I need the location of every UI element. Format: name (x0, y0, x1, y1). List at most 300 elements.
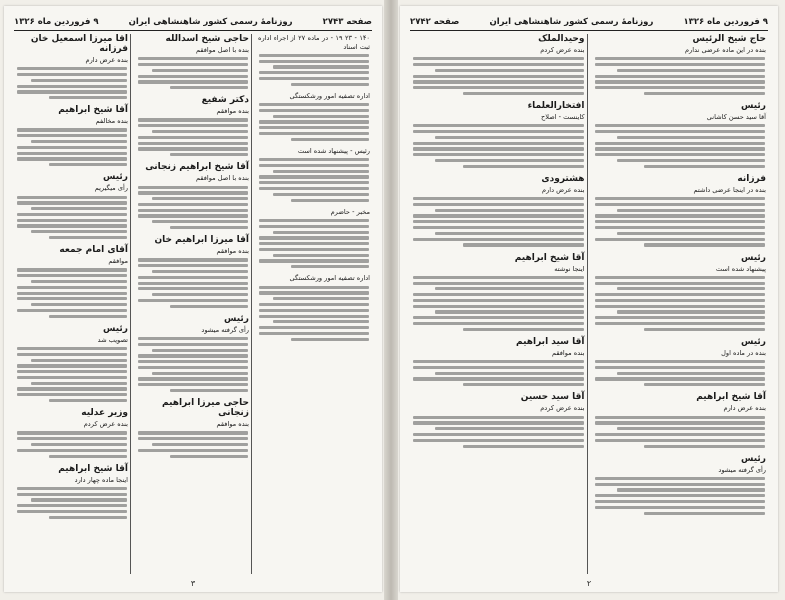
text-line (273, 320, 369, 323)
text-line (413, 75, 584, 78)
text-line (17, 128, 127, 131)
speech-block (258, 208, 370, 269)
text-line (49, 516, 127, 519)
speech-block (16, 172, 128, 239)
speech-text: بنده عرض دارم (723, 404, 766, 413)
text-line (170, 153, 248, 156)
speech-block (412, 34, 585, 95)
speech-block (412, 392, 585, 447)
text-line (259, 286, 369, 289)
speech-text: رأی میگیریم (94, 184, 128, 193)
book-gutter (384, 0, 398, 600)
text-line (17, 90, 127, 93)
text-line (138, 147, 248, 150)
text-line (644, 512, 765, 515)
text-line (463, 92, 584, 95)
text-line (259, 219, 369, 222)
text-line (413, 377, 584, 380)
speaker-name: آقا میرزا ابراهیم خان (154, 235, 249, 246)
text-line (259, 309, 369, 312)
speaker-name: رئیس (741, 453, 766, 464)
text-line (17, 286, 127, 289)
text-line (17, 449, 127, 452)
text-line (595, 439, 766, 442)
text-line (259, 164, 369, 167)
text-line (595, 322, 766, 325)
text-line (595, 360, 766, 363)
speech-block (137, 34, 249, 89)
speech-block (594, 454, 767, 515)
speech-block (594, 392, 767, 447)
text-line (49, 455, 127, 458)
text-line (435, 310, 583, 313)
speech-text: بنده موافقم (552, 348, 585, 357)
speaker-name: دکتر شفیع (201, 95, 249, 106)
text-line (138, 142, 248, 145)
speech-block (412, 101, 585, 168)
text-line (595, 433, 766, 436)
speech-block (16, 34, 128, 99)
speech-text: بنده در اینجا عرضی داشتم (693, 185, 766, 194)
text-line (259, 181, 369, 184)
text-line (617, 310, 765, 313)
speaker-name: رئیس (103, 172, 128, 183)
speech-block (16, 105, 128, 166)
text-line (617, 209, 765, 212)
header-page-number: صفحه ۲۷۴۲ (410, 17, 460, 27)
text-line (595, 282, 766, 285)
text-line (259, 303, 369, 306)
speaker-name: هشترودی (541, 173, 585, 184)
text-line (595, 305, 766, 308)
speech-block (258, 147, 370, 202)
text-line (259, 248, 369, 251)
text-line (152, 130, 248, 133)
speech-block (594, 34, 767, 95)
text-line (31, 207, 127, 210)
text-line (413, 316, 584, 319)
speaker-name: رئیس (741, 101, 766, 112)
text-line (435, 427, 583, 430)
text-line (595, 299, 766, 302)
text-line (413, 130, 584, 133)
text-line (595, 197, 766, 200)
text-line (17, 67, 127, 70)
text-line (617, 159, 765, 162)
text-line (617, 69, 765, 72)
text-line (595, 153, 766, 156)
text-line (138, 80, 248, 83)
right-page (400, 6, 778, 592)
text-line (413, 360, 584, 363)
text-line (31, 230, 127, 233)
text-line (31, 303, 127, 306)
speech-block (412, 174, 585, 247)
text-line (170, 389, 248, 392)
text-line (31, 79, 127, 82)
text-line (435, 232, 583, 235)
text-line (463, 165, 584, 168)
speaker-name: افتخارالعلماء (527, 101, 585, 112)
text-line (31, 498, 127, 501)
text-line (259, 77, 369, 80)
text-line (138, 377, 248, 380)
text-line (259, 187, 369, 190)
speech-text: ۱۴۰ - ۲۳ ۱۹ - در ماده ۲۷ از اجراء اداره ثبت اسناد (258, 34, 370, 51)
text-line (413, 153, 584, 156)
speech-block (258, 274, 370, 340)
text-line (17, 364, 127, 367)
text-line (273, 193, 369, 196)
text-line (273, 254, 369, 257)
text-line (152, 293, 248, 296)
text-line (435, 69, 583, 72)
text-line (170, 455, 248, 458)
speech-block (137, 95, 249, 156)
text-line (17, 152, 127, 155)
text-line (138, 191, 248, 194)
speech-text: مخبر - حاضرم (330, 207, 370, 216)
text-line (49, 96, 127, 99)
text-line (31, 382, 127, 385)
speech-block (16, 408, 128, 458)
right-col-1 (592, 34, 769, 574)
left-page (4, 6, 382, 592)
speech-block (137, 235, 249, 308)
text-line (31, 280, 127, 283)
text-line (49, 399, 127, 402)
speaker-name: آقا شیخ ابراهیم (58, 105, 128, 116)
text-line (617, 136, 765, 139)
speaker-name: رئیس (741, 252, 766, 263)
text-line (138, 209, 248, 212)
text-line (138, 383, 248, 386)
text-line (17, 393, 127, 396)
text-line (17, 268, 127, 271)
text-line (413, 299, 584, 302)
text-line (17, 219, 127, 222)
speaker-name: آقا سید حسین (520, 392, 585, 403)
text-line (463, 383, 584, 386)
text-line (138, 186, 248, 189)
speech-block (594, 101, 767, 168)
text-line (17, 504, 127, 507)
text-line (259, 132, 369, 135)
speech-block (16, 245, 128, 318)
text-line (17, 370, 127, 373)
text-line (413, 226, 584, 229)
text-line (644, 328, 765, 331)
text-line (138, 449, 248, 452)
text-line (413, 124, 584, 127)
speech-block (137, 314, 249, 392)
text-line (152, 69, 248, 72)
text-line (170, 86, 248, 89)
left-page-columns (14, 34, 372, 574)
text-line (259, 175, 369, 178)
text-line (138, 124, 248, 127)
text-line (138, 75, 248, 78)
speech-block (594, 337, 767, 387)
speech-text: اینجا نوشته (554, 264, 585, 273)
text-line (463, 328, 584, 331)
text-line (259, 71, 369, 74)
text-line (413, 63, 584, 66)
text-line (17, 157, 127, 160)
text-line (17, 487, 127, 490)
text-line (595, 75, 766, 78)
text-line (152, 270, 248, 273)
text-line (152, 197, 248, 200)
text-line (595, 57, 766, 60)
page-footer-number: ۳ (190, 579, 196, 588)
speech-block (16, 324, 128, 402)
text-line (617, 488, 765, 491)
text-line (413, 220, 584, 223)
text-line (463, 445, 584, 448)
header-date: ۹ فروردین ماه ۱۳۲۶ (14, 17, 99, 27)
text-line (170, 226, 248, 229)
right-col-2 (410, 34, 588, 574)
text-line (595, 500, 766, 503)
text-line (17, 292, 127, 295)
text-line (138, 264, 248, 267)
speaker-name: وحیدالملک (538, 34, 585, 44)
text-line (413, 282, 584, 285)
speech-block (412, 337, 585, 387)
speech-text: بنده با اصل موافقم (196, 46, 249, 54)
text-line (259, 291, 369, 294)
text-line (138, 214, 248, 217)
text-line (413, 238, 584, 241)
text-line (617, 427, 765, 430)
text-line (644, 445, 765, 448)
text-line (138, 282, 248, 285)
text-line (138, 337, 248, 340)
text-line (595, 214, 766, 217)
text-line (273, 170, 369, 173)
speech-block (258, 34, 370, 86)
header-journal-title: روزنامهٔ رسمی کشور شاهنشاهی ایران (489, 17, 654, 27)
speech-text: آقا سید حسن کاشانی (706, 113, 766, 122)
text-line (595, 142, 766, 145)
text-line (17, 274, 127, 277)
text-line (17, 431, 127, 434)
text-line (138, 118, 248, 121)
speaker-name: آقا شیخ ابراهیم (58, 463, 128, 474)
text-line (259, 332, 369, 335)
speaker-name: آقا شیخ ابراهیم (696, 392, 766, 403)
text-line (644, 243, 765, 246)
text-line (435, 136, 583, 139)
text-line (595, 226, 766, 229)
left-col-1 (256, 34, 372, 574)
text-line (273, 231, 369, 234)
left-col-2 (135, 34, 252, 574)
text-line (17, 353, 127, 356)
text-line (291, 199, 369, 202)
text-line (435, 372, 583, 375)
text-line (152, 349, 248, 352)
text-line (595, 63, 766, 66)
speech-block (594, 174, 767, 247)
speech-text: بنده موافقم (216, 420, 249, 429)
text-line (413, 421, 584, 424)
text-line (435, 159, 583, 162)
text-line (17, 297, 127, 300)
speech-text: بنده عرض دارم (85, 56, 128, 64)
text-line (259, 242, 369, 245)
header-date: ۹ فروردین ماه ۱۳۲۶ (683, 17, 768, 27)
text-line (413, 197, 584, 200)
speech-text: بنده در ماده اول (721, 348, 766, 357)
text-line (595, 316, 766, 319)
speech-text: بنده موافقم (216, 247, 249, 256)
speaker-name: فرزانه (737, 173, 766, 184)
text-line (595, 421, 766, 424)
text-line (413, 142, 584, 145)
text-line (259, 54, 369, 57)
text-line (49, 236, 127, 239)
text-line (259, 326, 369, 329)
text-line (17, 73, 127, 76)
text-line (595, 80, 766, 83)
text-line (170, 305, 248, 308)
text-line (259, 236, 369, 239)
text-line (617, 372, 765, 375)
speech-text: اداره تصفیه امور ورشکستگی (289, 91, 370, 100)
text-line (595, 494, 766, 497)
text-line (17, 134, 127, 137)
page-footer-number: ۲ (586, 579, 592, 588)
text-line (291, 338, 369, 341)
text-line (259, 225, 369, 228)
text-line (49, 163, 127, 166)
speaker-name: آقا میرزا اسمعیل خان فرزانه (30, 34, 128, 54)
speech-text: رئیس - پیشنهاد شده است (297, 146, 370, 155)
text-line (17, 493, 127, 496)
text-line (273, 65, 369, 68)
speech-block (137, 398, 249, 458)
text-line (152, 443, 248, 446)
text-line (595, 366, 766, 369)
text-line (138, 366, 248, 369)
speaker-name: آقا شیخ ابراهیم زنجانی (145, 162, 249, 173)
text-line (31, 359, 127, 362)
text-line (413, 293, 584, 296)
speaker-name: حاجی شیخ اسدالله (165, 34, 249, 44)
text-line (138, 203, 248, 206)
text-line (291, 83, 369, 86)
speaker-name: حاج شیخ الرئیس (692, 34, 766, 44)
speech-text: بنده عرض کردم (540, 46, 585, 54)
speech-block (16, 464, 128, 519)
text-line (273, 297, 369, 300)
speech-text: موافقم (108, 257, 128, 266)
speech-text: بنده عرض کردم (540, 404, 585, 413)
text-line (259, 315, 369, 318)
text-line (413, 203, 584, 206)
speech-block (412, 253, 585, 331)
text-line (595, 203, 766, 206)
speech-block (258, 92, 370, 141)
header-journal-title: روزنامهٔ رسمی کشور شاهنشاهی ایران (128, 17, 293, 27)
text-line (17, 201, 127, 204)
speech-text: بنده عرض کردم (83, 420, 128, 429)
text-line (138, 431, 248, 434)
text-line (17, 213, 127, 216)
text-line (644, 92, 765, 95)
text-line (644, 383, 765, 386)
text-line (617, 287, 765, 290)
text-line (152, 372, 248, 375)
speaker-name: رئیس (224, 313, 249, 324)
text-line (413, 86, 584, 89)
speech-text: اداره تصفیه امور ورشکستگی (289, 274, 370, 283)
text-line (138, 299, 248, 302)
text-line (259, 126, 369, 129)
text-line (138, 258, 248, 261)
text-line (595, 238, 766, 241)
text-line (138, 354, 248, 357)
speech-text: بنده موافقم (216, 107, 249, 116)
speech-block (137, 162, 249, 229)
speech-text: پیشنهاد شده است (715, 264, 766, 273)
speech-text: بنده در این ماده عرضی ندارم (684, 46, 766, 54)
text-line (17, 387, 127, 390)
right-page-columns (410, 34, 768, 574)
text-line (595, 147, 766, 150)
text-line (17, 347, 127, 350)
text-line (617, 232, 765, 235)
speech-text: بنده با اصل موافقم (196, 174, 249, 183)
text-line (138, 63, 248, 66)
left-col-3 (14, 34, 131, 574)
text-line (138, 287, 248, 290)
text-line (138, 360, 248, 363)
speech-text: بنده عرض دارم (541, 185, 585, 194)
speaker-name: وزیر عدلیه (81, 408, 128, 419)
text-line (17, 146, 127, 149)
text-line (595, 377, 766, 380)
text-line (595, 416, 766, 419)
text-line (413, 57, 584, 60)
header-page-number: صفحه ۲۷۴۳ (322, 17, 372, 27)
text-line (595, 477, 766, 480)
left-page-header (14, 14, 372, 31)
text-line (595, 130, 766, 133)
speaker-name: رئیس (103, 323, 128, 334)
speech-text: رأی گرفته میشود (201, 325, 249, 334)
text-line (259, 259, 369, 262)
text-line (413, 305, 584, 308)
speech-text: رأی گرفته میشود (718, 465, 766, 474)
text-line (31, 140, 127, 143)
text-line (138, 343, 248, 346)
text-line (31, 443, 127, 446)
text-line (259, 60, 369, 63)
text-line (595, 483, 766, 486)
text-line (291, 265, 369, 268)
text-line (413, 276, 584, 279)
speech-text: تصویب شد (97, 335, 128, 344)
text-line (463, 243, 584, 246)
text-line (138, 57, 248, 60)
text-line (17, 437, 127, 440)
text-line (259, 103, 369, 106)
text-line (17, 309, 127, 312)
text-line (413, 366, 584, 369)
